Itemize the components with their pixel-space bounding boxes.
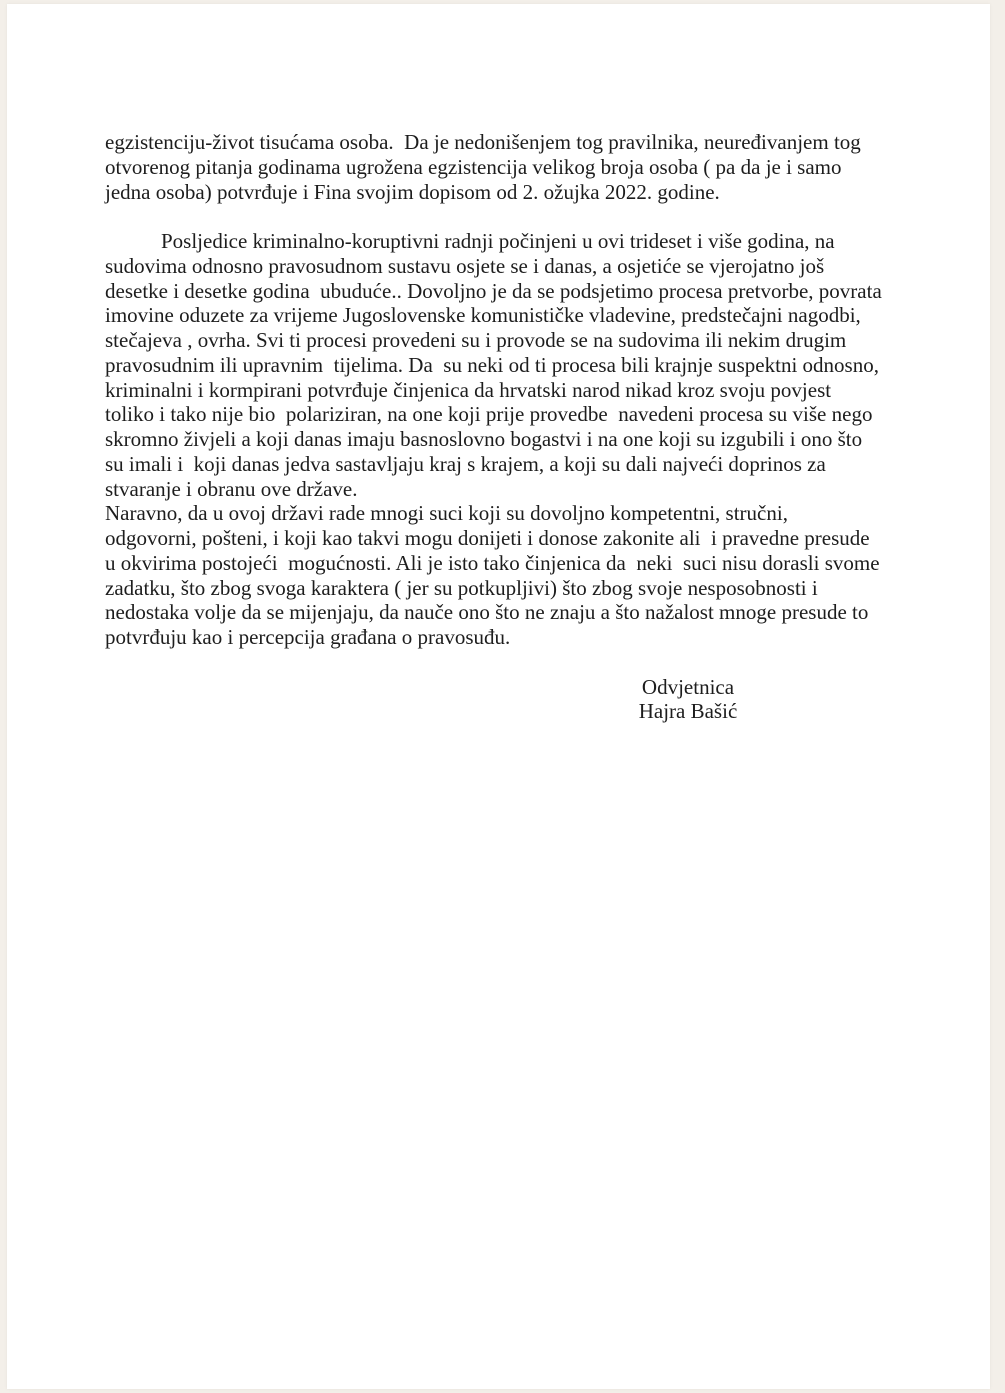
text-line: zadatku, što zbog svoga karaktera ( jer su potkupljivi) što zbog svoje nesposobnosti i — [105, 575, 818, 600]
paragraph-fina — [105, 130, 929, 204]
document-page — [7, 4, 990, 1389]
text-line: egzistenciju-život tisućama osoba. Da je nedonišenjem tog pravilnika, neuređivanjem tog — [105, 130, 861, 154]
signature-block — [568, 675, 808, 725]
text-line: kriminalni i kormpirani potvrđuje činjenica da hrvatski narod nikad kroz svoju povjest — [105, 377, 832, 402]
text-line: desetke i desetke godina ubuduće.. Dovoljno je da se podsjetimo procesa pretvorbe, povrata — [105, 278, 882, 303]
text-line: potvrđuju kao i percepcija građana o pravosuđu. — [105, 625, 511, 649]
text-line: imovine oduzete za vrijeme Jugoslovenske komunističke vladevine, predstečajni nagodbi, — [105, 303, 861, 328]
text-line: jedna osoba) potvrđuje i Fina svojim dopisom od 2. ožujka 2022. godine. — [105, 179, 720, 204]
text-line: nedostaka volje da se mijenjaju, da nauče ono što ne znaju a što nažalost mnoge presude to — [105, 600, 869, 625]
text-line: su imali i koji danas jedva sastavljaju kraj s krajem, a koji su dali najveći doprinos za — [105, 451, 826, 476]
text-line: stečajeva , ovrha. Svi ti procesi provedeni su i provode se na sudovima ili nekim drugim — [105, 328, 847, 352]
text-line: odgovorni, pošteni, i koji kao takvi mogu donijeti i donose zakonite ali i pravedne presude — [105, 526, 870, 550]
signature-name: Hajra Bašić — [638, 699, 738, 724]
text-line: skromno živjeli a koji danas imaju basnoslovno bogastvi i na one koji su izgubili i ono što — [105, 427, 863, 451]
signature-title: Odvjetnica — [641, 674, 735, 699]
text-line: otvorenog pitanja godinama ugrožena egzistencija velikog broja osoba ( pa da je i samo — [105, 154, 842, 179]
text-line: Posljedice kriminalno-koruptivni radnji počinjeni u ovi trideset i više godina, na — [161, 229, 835, 253]
paragraph-naravno — [105, 501, 929, 650]
text-line: sudovima odnosno pravosudnom sustavu osjete se i danas, a osjetiće se vjerojatno još — [105, 253, 825, 278]
letter-body — [105, 130, 929, 724]
text-line: pravosudnim ili upravnim tijelima. Da su neki od ti procesa bili krajnje suspektni odnosno, — [105, 352, 879, 377]
text-line: toliko i tako nije bio polariziran, na one koji prije provedbe navedeni procesa su više nego — [105, 402, 873, 427]
text-line: u okvirima postojeći mogućnosti. Ali je isto tako činjenica da neki suci nisu dorasli svome — [105, 550, 880, 575]
paragraph-posljedice — [105, 229, 929, 501]
text-line: Naravno, da u ovoj državi rade mnogi suci koji su dovoljno kompetentni, stručni, — [105, 501, 788, 526]
text-line: stvaranje i obranu ove države. — [105, 476, 358, 501]
